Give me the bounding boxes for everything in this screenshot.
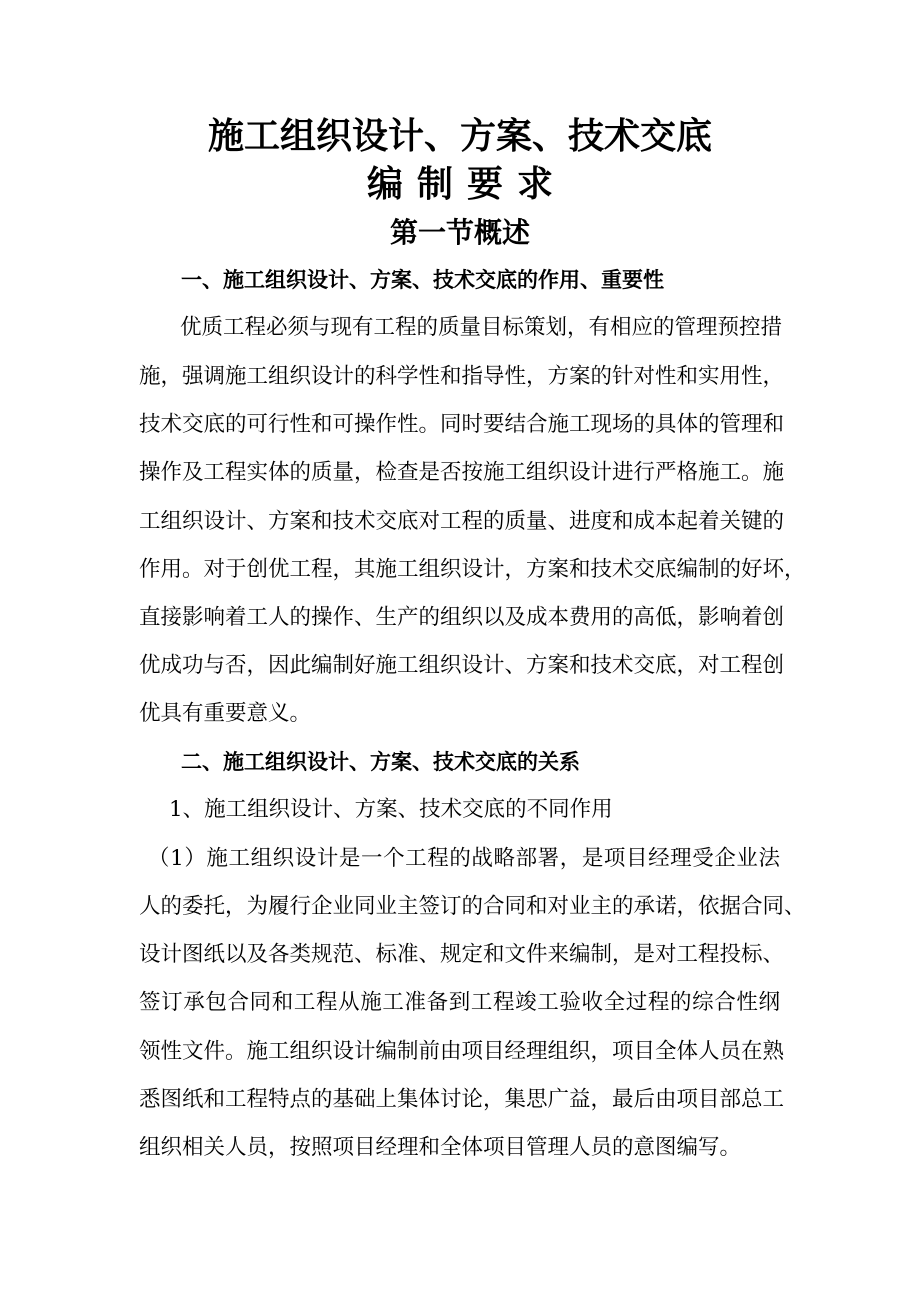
paragraph-line: 施，强调施工组织设计的科学性和指导性，方案的针对性和实用性， [139, 364, 785, 389]
paragraph-line: 优具有重要意义。 [139, 701, 312, 726]
paragraph-line: 作用。对于创优工程，其施工组织设计，方案和技术交底编制的好坏， [139, 557, 806, 582]
paragraph-line: 工组织设计、方案和技术交底对工程的质量、进度和成本起着关键的 [139, 509, 785, 534]
paragraph-line: 操作及工程实体的质量，检查是否按施工组织设计进行严格施工。施 [139, 460, 785, 485]
heading-relationship: 二、施工组织设计、方案、技术交底的关系 [181, 749, 580, 774]
paragraph-line: 优成功与否，因此编制好施工组织设计、方案和技术交底，对工程创 [139, 653, 785, 678]
paragraph-line: 组织相关人员，按照项目经理和全体项目管理人员的意图编写。 [139, 1135, 742, 1160]
paragraph-line: 领性文件。施工组织设计编制前由项目经理组织，项目全体人员在熟 [139, 1039, 785, 1064]
paragraph-line: 签订承包合同和工程从施工准备到工程竣工验收全过程的综合性纲 [139, 990, 780, 1015]
paragraph-line: 优质工程必须与现有工程的质量目标策划，有相应的管理预控措 [180, 315, 783, 340]
paragraph-line: 悉图纸和工程特点的基础上集体讨论，集思广益，最后由项目部总工 [139, 1087, 785, 1112]
paragraph-line: 人的委托，为履行企业同业主签订的合同和对业主的承诺，依据合同、 [139, 894, 806, 919]
subheading: 1、施工组织设计、方案、技术交底的不同作用 [169, 797, 613, 822]
paragraph-line: （1）施工组织设计是一个工程的战略部署，是项目经理受企业法 [148, 846, 780, 871]
paragraph-line: 技术交底的可行性和可操作性。同时要结合施工现场的具体的管理和 [139, 412, 785, 437]
document-subtitle: 编制要求 [366, 163, 567, 205]
paragraph-line: 设计图纸以及各类规范、标准、规定和文件来编制，是对工程投标、 [139, 942, 785, 967]
section-title: 第一节概述 [389, 216, 530, 249]
heading-role-importance: 一、施工组织设计、方案、技术交底的作用、重要性 [181, 267, 664, 292]
document-title: 施工组织设计、方案、技术交底 [207, 115, 712, 157]
paragraph-line: 直接影响着工人的操作、生产的组织以及成本费用的高低，影响着创 [139, 605, 785, 630]
